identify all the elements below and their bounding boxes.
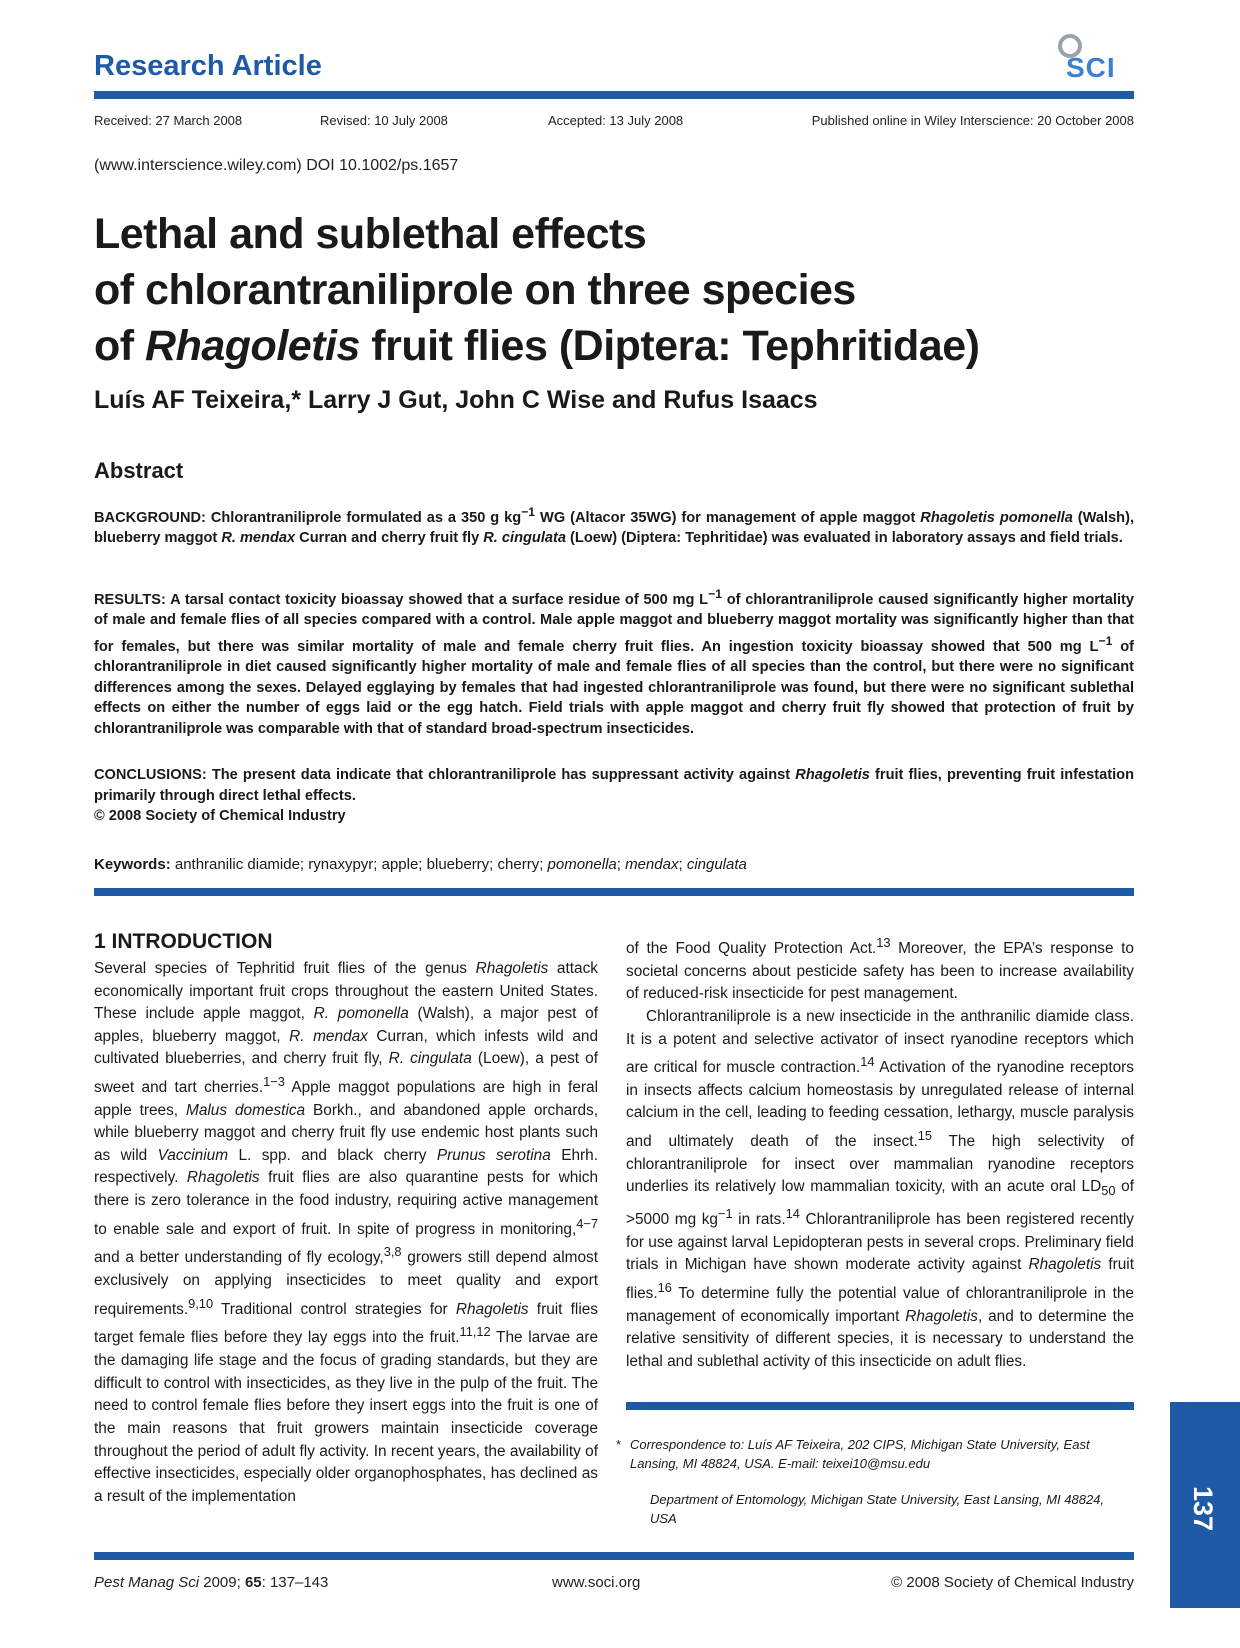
header-title: Research Article [94, 50, 322, 82]
received-date: Received: 27 March 2008 [94, 113, 243, 128]
intro-right-paragraph-2: Chlorantraniliprole is a new insecticide in the anthranilic diamide class. It is a potent and selective activator of insect ryanodine receptors which are critical for muscle contraction.$^{14}$ Activation of the ryanodine receptors in insects affects calcium homeostasis by unregulated release of internal calcium in the cell, leading to feeding cessation, lethargy, muscle paralysis and ultimately death of the insect.$^{15}$ The high selectivity of chlorantraniliprole for insect over mammalian ryanodine receptors underlies its relatively low mammalian toxicity, with an acute oral $LD_{50}$ of >5000 mg $kg^{-1}$ in rats.$^{14}$ Chlorantraniliprole has been registered recently for use against larval Lepidopteran pests in several crops. Preliminary field trials in Michigan have shown moderate activity against Rhagoletis fruit flies.$^{16}$ To determine fully the potential value of chlorantraniliprole in the management of economically important Rhagoletis, and to determine the relative sensitivity of different species, it is necessary to understand the lethal and sublethal activity of this insecticide on adult flies. [626, 1007, 1134, 1370]
title-line-2: of chlorantraniliprole on three species [94, 266, 856, 314]
intro-left-column: Several species of Tephritid fruit flies of the genus Rhagoletis attack economically important fruit crops throughout the eastern United States. These include apple maggot, R. pomonella (Walsh), a major pest of apples, blueberry maggot, R. mendax Curran, which infests wild and cultivated blueberries, and cherry fruit fly, R. cingulata (Loew), a pest of sweet and tart cherries.$^{1-3}$ Apple maggot populations are high in feral apple trees, Malus domestica Borkh., and abandoned apple orchards, while blueberry maggot and cherry fruit fly use endemic host plants such as wild Vaccinium L. spp. and black cherry Prunus serotina Ehrh. respectively. Rhagoletis fruit flies are also quarantine pests for which there is zero tolerance in the food industry, requiring active management to enable sale and export of fruit. In spite of progress in monitoring,$^{4-7}$ and a better understanding of fly ecology,$^{3,8}$ growers still depend almost exclusively on applying insecticides to meet quality and export requirements.$^{9,10}$ Traditional control strategies for Rhagoletis fruit flies target female flies before they lay eggs into the fruit.$^{11,12}$ The larvae are the damaging life stage and the focus of grading standards, but they are difficult to control with insecticides, as they live in the pulp of the fruit. The need to control female flies before they insert eggs into the fruit is one of the main reasons that fruit growers maintain insecticide coverage throughout the period of adult fly activity. In recent years, the availability of effective insecticides, especially older organophosphates, has declined as a result of the implementation [94, 960, 599, 1505]
article-title [94, 206, 1154, 374]
logo-text: SCI [1066, 52, 1116, 83]
abstract-copyright: © 2008 Society of Chemical Industry [94, 808, 346, 824]
abstract-background: BACKGROUND: Chlorantraniliprole formulated as a 350 g $kg^{-1}$ WG (Altacor 35WG) for management of apple maggot Rhagoletis pomonella (Walsh), blueberry maggot R. mendax Curran and cherry fruit fly R. cingulata (Loew) (Diptera: Tephritidae) was evaluated in laboratory assays and field trials. [94, 505, 1134, 547]
footer-citation: Pest Manag Sci 2009; 65: 137–143 [94, 1574, 329, 1591]
intro-right-paragraph-1: of the Food Quality Protection Act.$^{13}$ Moreover, the EPA’s response to societal concerns about pesticide safety has been to increase availability of reduced-risk insecticide for pest management. [626, 935, 1134, 1003]
doi: (www.interscience.wiley.com) DOI 10.1002/ps.1657 [94, 157, 459, 174]
title-line-3-prefix: of [94, 322, 146, 370]
department-address: Department of Entomology, Michigan State University, East Lansing, MI 48824, USA [650, 1492, 1105, 1526]
title-line-3 [94, 318, 1154, 374]
title-line-1: Lethal and sublethal effects [94, 210, 647, 258]
abstract-rule [94, 888, 1134, 896]
footnote-star: * [616, 1437, 622, 1452]
correspondence [616, 1435, 1134, 1473]
authors: Luís AF Teixeira,* Larry J Gut, John C Wise and Rufus Isaacs [94, 386, 818, 414]
intro-heading: 1 INTRODUCTION [94, 930, 273, 953]
header-rule [94, 91, 1134, 99]
revised-date: Revised: 10 July 2008 [320, 113, 448, 128]
title-genus: Rhagoletis [145, 322, 360, 370]
page-number-tab [1170, 1402, 1240, 1608]
abstract-conclusions: CONCLUSIONS: The present data indicate that chlorantraniliprole has suppressant activity against Rhagoletis fruit flies, preventing fruit infestation primarily through direct lethal effects. © 2008 Society of Chemical Industry [94, 767, 1134, 824]
page-number: 137 [1188, 1486, 1218, 1532]
correspondence-rule [626, 1402, 1134, 1410]
accepted-date: Accepted: 13 July 2008 [548, 113, 684, 128]
published-date: Published online in Wiley Interscience: 20 October 2008 [811, 113, 1134, 128]
title-line-3-suffix: fruit flies (Diptera: Tephritidae) [359, 322, 980, 370]
abstract-results: RESULTS: A tarsal contact toxicity bioassay showed that a surface residue of 500 mg $L^{-1}$ of chlorantraniliprole caused significantly higher mortality of male and female flies of all species compared with a control. Male apple maggot and blueberry maggot mortality was significantly higher than that for females, but there was similar mortality of male and female cherry fruit flies. An ingestion toxicity bioassay showed that 500 mg $L^{-1}$ of chlorantraniliprole in diet caused significantly higher mortality of male and female flies of all species than the control, but there were no significant differences among the sexes. Delayed egglaying by females that had ingested chlorantraniliprole was found, but there were no significant sublethal effects on either the number of eggs laid or the egg hatch. Field trials with apple maggot and cherry fruit fly showed that protection of fruit by chlorantraniliprole was comparable with that of standard broad-spectrum insecticides. [94, 587, 1134, 737]
intro-right-column [626, 932, 1134, 1373]
footer-copyright: © 2008 Society of Chemical Industry [891, 1574, 1134, 1591]
soci-logo [1052, 30, 1138, 86]
abstract-heading: Abstract [94, 458, 184, 483]
footer-rule [94, 1552, 1134, 1560]
keywords: Keywords: anthranilic diamide; rynaxypyr; apple; blueberry; cherry; pomonella; mendax; cingulata [94, 856, 747, 873]
footer-website: www.soci.org [552, 1574, 641, 1591]
correspondence-text: Correspondence to: Luís AF Teixeira, 202 CIPS, Michigan State University, East Lansing, MI 48824, USA. E-mail: teixei10@msu.edu [630, 1437, 1090, 1471]
